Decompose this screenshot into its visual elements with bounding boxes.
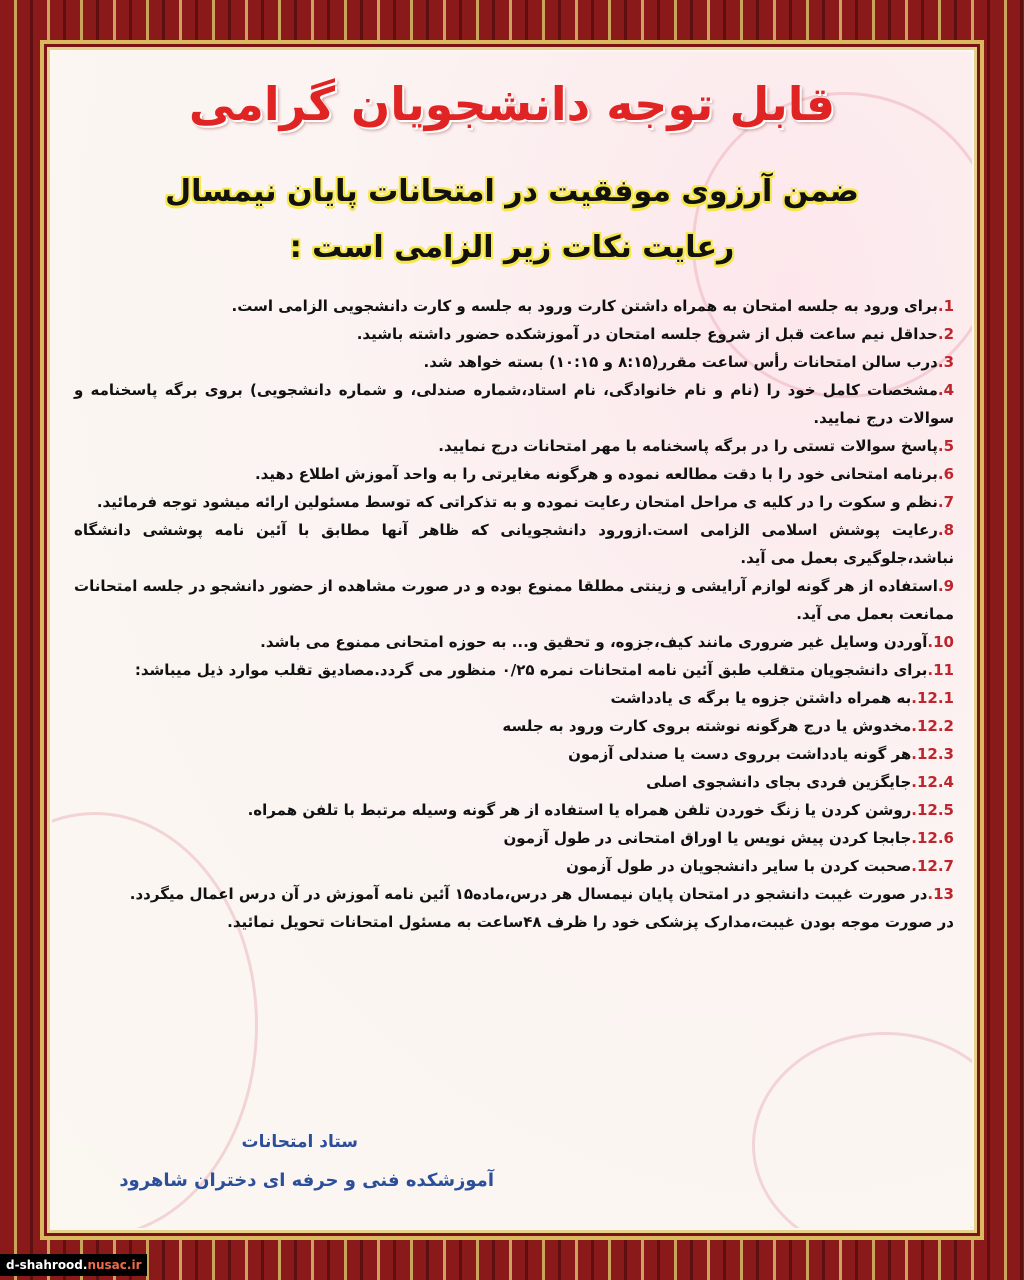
rule-text: روشن کردن یا زنگ خوردن تلفن همراه یا استفاده از هر گونه وسیله مرتبط با تلفن همراه. xyxy=(247,801,912,819)
rule-text: در صورت غیبت دانشجو در امتحان پایان نیمسال هر درس،ماده۱۵ آئین نامه آموزش در آن درس اعمال میگردد. xyxy=(129,885,928,903)
rule-text: برای ورود به جلسه امتحان به همراه داشتن کارت ورود به جلسه و کارت دانشجویی الزامی است. xyxy=(231,297,938,315)
rule-item xyxy=(74,712,954,740)
rule-number: 4. xyxy=(937,381,954,399)
swirl-ornament xyxy=(752,1032,972,1228)
rule-item xyxy=(74,852,954,880)
rule-number: 12.6. xyxy=(911,829,954,847)
rule-number: 12.4. xyxy=(911,773,954,791)
rule-text: پاسخ سوالات تستی را در برگه پاسخنامه با مهر امتحانات درج نمایید. xyxy=(438,437,938,455)
rule-item xyxy=(74,488,954,516)
rule-text: استفاده از هر گونه لوازم آرایشی و زینتی مطلقا ممنوع بوده و در صورت مشاهده از حضور دانشجو در جلسه امتحانات ممانعت بعمل می آید. xyxy=(74,577,954,623)
rule-text: آوردن وسایل غیر ضروری مانند کیف،جزوه، و تحقیق و... به حوزه امتحانی ممنوع می باشد. xyxy=(260,633,928,651)
footer-url-suffix: nusac.ir xyxy=(87,1258,142,1272)
rule-text: به همراه داشتن جزوه یا برگه ی یادداشت xyxy=(610,689,912,707)
rule-number: 12.7. xyxy=(911,857,954,875)
rule-number: 6. xyxy=(937,465,954,483)
rule-number: 10. xyxy=(927,633,954,651)
rule-item xyxy=(74,880,954,908)
rule-item xyxy=(74,824,954,852)
rule-text: مخدوش یا درج هرگونه نوشته بروی کارت ورود به جلسه xyxy=(502,717,912,735)
signature-office: ستاد امتحانات xyxy=(241,1132,358,1152)
rule-text: مشخصات کامل خود را (نام و نام خانوادگی، نام استاد،شماره صندلی، و شماره دانشجویی) بروی برگه پاسخنامه و سوالات درج نمایید. xyxy=(74,381,954,427)
rule-item xyxy=(74,796,954,824)
subtitle-line-2: رعایت نکات زیر الزامی است : xyxy=(289,230,735,265)
rule-number: 7. xyxy=(937,493,954,511)
rule-number: 11. xyxy=(927,661,954,679)
rule-text: برای دانشجویان متقلب طبق آئین نامه امتحانات نمره ۰/۲۵ منظور می گردد.مصادیق تقلب موارد ذیل میباشد: xyxy=(134,661,928,679)
signature-institute: آموزشکده فنی و حرفه ای دختران شاهرود xyxy=(119,1170,494,1191)
rule-item xyxy=(74,684,954,712)
rule-number: 12.5. xyxy=(911,801,954,819)
rule-text: در صورت موجه بودن غیبت،مدارک پزشکی خود را ظرف ۴۸ساعت به مسئول امتحانات تحویل نمائید. xyxy=(227,913,954,931)
rule-number: 12.3. xyxy=(911,745,954,763)
rule-number: 5. xyxy=(937,437,954,455)
rule-number: 9. xyxy=(937,577,954,595)
rule-item xyxy=(74,460,954,488)
rule-text: حداقل نیم ساعت قبل از شروع جلسه امتحان در آموزشکده حضور داشته باشید. xyxy=(356,325,938,343)
rule-number: 8. xyxy=(937,521,954,539)
rule-text: هر گونه یادداشت برروی دست یا صندلی آزمون xyxy=(568,745,912,763)
rules-list xyxy=(74,292,954,936)
rule-text: برنامه امتحانی خود را با دقت مطالعه نموده و هرگونه مغایرتی را به واحد آموزش اطلاع دهید. xyxy=(254,465,938,483)
rule-text: جابجا کردن پیش نویس یا اوراق امتحانی در طول آزمون xyxy=(503,829,912,847)
rule-number: 12.1. xyxy=(911,689,954,707)
rule-item xyxy=(74,768,954,796)
rule-item xyxy=(74,348,954,376)
rule-item xyxy=(74,432,954,460)
rule-item xyxy=(74,908,954,936)
rule-text: جایگزین فردی بجای دانشجوی اصلی xyxy=(646,773,912,791)
rule-item xyxy=(74,740,954,768)
rule-item xyxy=(74,656,954,684)
rule-number: 3. xyxy=(937,353,954,371)
subtitle-line-1: ضمن آرزوی موفقیت در امتحانات پایان نیمسال xyxy=(165,174,859,209)
rule-text: نظم و سکوت را در کلیه ی مراحل امتحان رعایت نموده و به تذکراتی که توسط مسئولین ارائه میشود توجه فرمائید. xyxy=(96,493,938,511)
rule-item xyxy=(74,320,954,348)
page-title: قابل توجه دانشجویان گرامی xyxy=(188,77,836,131)
rule-text: صحبت کردن با سایر دانشجویان در طول آزمون xyxy=(566,857,912,875)
rule-number: 1. xyxy=(937,297,954,315)
footer-url-prefix: d-shahrood. xyxy=(6,1258,88,1272)
rule-item xyxy=(74,628,954,656)
rule-item xyxy=(74,572,954,628)
notice-paper xyxy=(52,52,972,1228)
rule-item xyxy=(74,516,954,572)
rule-item xyxy=(74,292,954,320)
rule-number: 12.2. xyxy=(911,717,954,735)
rule-text: درب سالن امتحانات رأس ساعت مقرر(۸:۱۵ و ۱۰:۱۵) بسته خواهد شد. xyxy=(423,353,938,371)
rule-number: 2. xyxy=(937,325,954,343)
footer-url xyxy=(0,1254,147,1276)
rule-text: رعایت پوشش اسلامی الزامی است.ازورود دانشجویانی که ظاهر آنها مطابق با آئین نامه پوششی دانشگاه نباشد،جلوگیری بعمل می آید. xyxy=(74,521,954,567)
rule-number: 13. xyxy=(927,885,954,903)
rule-item xyxy=(74,376,954,432)
